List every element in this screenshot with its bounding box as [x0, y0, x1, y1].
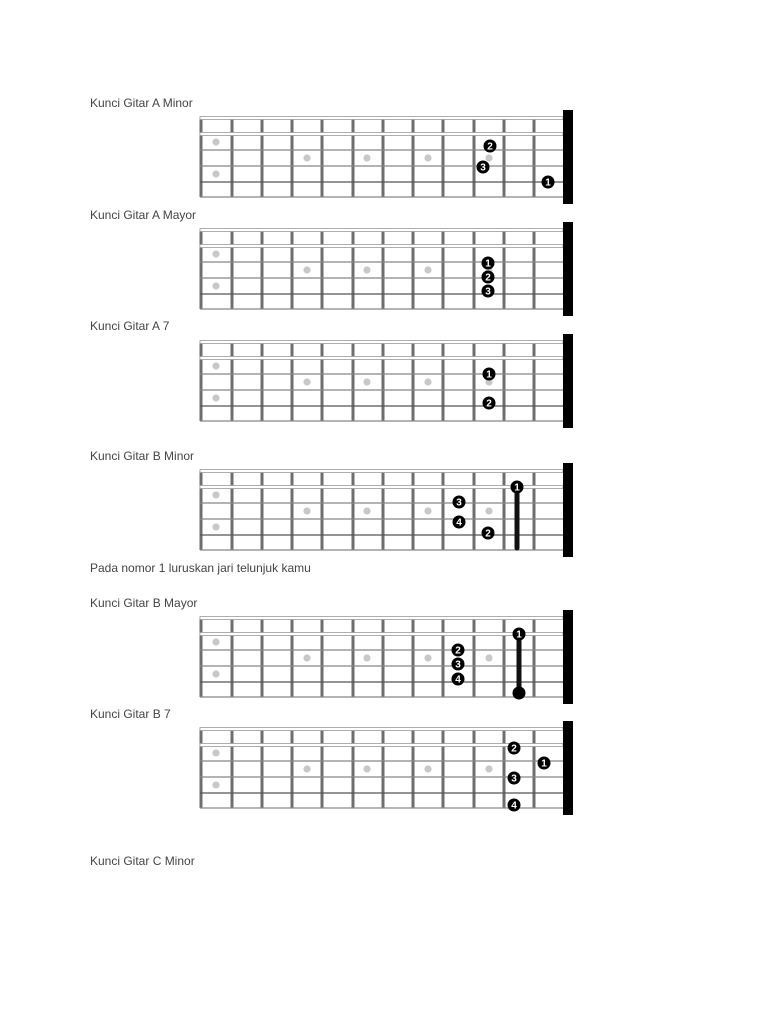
- finger-dot-2: [483, 397, 496, 410]
- inlay-dot: [303, 765, 310, 772]
- fretboard-a-minor: [200, 110, 574, 204]
- svg-text:4: 4: [456, 517, 462, 529]
- finger-dot-1: [482, 257, 495, 270]
- finger-dot-1: [511, 481, 524, 494]
- fret-line: [442, 118, 445, 197]
- fret-line: [473, 729, 476, 808]
- fret-line: [412, 471, 415, 550]
- svg-text:3: 3: [455, 659, 461, 671]
- fret-line: [503, 471, 506, 550]
- finger-dot-1: [542, 176, 555, 189]
- fret-line: [231, 118, 234, 197]
- fretboard-b-mayor: [200, 610, 574, 704]
- inlay-dot: [212, 670, 219, 677]
- inlay-dot: [212, 491, 219, 498]
- fret-line: [412, 342, 415, 421]
- fret-line: [503, 618, 506, 697]
- finger-dot-2: [508, 742, 521, 755]
- fret-line: [321, 618, 324, 697]
- svg-text:3: 3: [480, 162, 486, 174]
- inlay-dot: [212, 394, 219, 401]
- fret-line: [261, 471, 264, 550]
- finger-dot-3: [482, 285, 495, 298]
- inlay-dot: [363, 266, 370, 273]
- fret-line: [261, 230, 264, 309]
- fret-line: [200, 118, 203, 197]
- nut: [563, 721, 573, 815]
- finger-dot-3: [452, 658, 465, 671]
- fret-line: [533, 230, 536, 309]
- svg-text:2: 2: [485, 528, 491, 540]
- inlay-dot: [212, 282, 219, 289]
- fret-line: [473, 230, 476, 309]
- fret-line: [352, 471, 355, 550]
- fret-line: [291, 729, 294, 808]
- fret-line: [291, 618, 294, 697]
- fret-line: [200, 342, 203, 421]
- finger-dot-2: [452, 644, 465, 657]
- barre-note: Pada nomor 1 luruskan jari telunjuk kamu: [90, 561, 311, 575]
- chord-title-a-minor: Kunci Gitar A Minor: [90, 96, 193, 110]
- finger-dot-4: [452, 673, 465, 686]
- fret-line: [231, 471, 234, 550]
- finger-dot-3: [508, 772, 521, 785]
- fret-line: [352, 118, 355, 197]
- finger-dot-1: [483, 368, 496, 381]
- inlay-dot: [303, 154, 310, 161]
- fret-line: [442, 729, 445, 808]
- inlay-dot: [424, 765, 431, 772]
- svg-text:2: 2: [511, 743, 517, 755]
- fret-line: [291, 471, 294, 550]
- fret-line: [533, 729, 536, 808]
- fret-line: [412, 118, 415, 197]
- fret-line: [352, 618, 355, 697]
- fret-line: [352, 230, 355, 309]
- chord-title-b-mayor: Kunci Gitar B Mayor: [90, 596, 198, 610]
- fret-line: [473, 118, 476, 197]
- fret-line: [321, 118, 324, 197]
- inlay-dot: [485, 507, 492, 514]
- fret-line: [231, 729, 234, 808]
- fret-line: [321, 230, 324, 309]
- svg-text:2: 2: [487, 141, 493, 153]
- string-line: [200, 633, 563, 636]
- barre-end-dot: [513, 687, 526, 700]
- inlay-dot: [485, 765, 492, 772]
- finger-dot-4: [453, 516, 466, 529]
- inlay-dot: [303, 654, 310, 661]
- inlay-dot: [212, 781, 219, 788]
- fret-line: [231, 342, 234, 421]
- fret-line: [442, 230, 445, 309]
- fret-line: [533, 618, 536, 697]
- inlay-dot: [424, 154, 431, 161]
- chord-title-b-7: Kunci Gitar B 7: [90, 707, 171, 721]
- svg-text:1: 1: [516, 629, 522, 641]
- fret-line: [291, 118, 294, 197]
- string-line: [200, 245, 563, 248]
- fret-line: [200, 729, 203, 808]
- fret-line: [200, 618, 203, 697]
- finger-dot-1: [513, 628, 526, 641]
- fret-line: [382, 471, 385, 550]
- inlay-dot: [363, 154, 370, 161]
- chord-title-a-mayor: Kunci Gitar A Mayor: [90, 208, 197, 222]
- svg-text:1: 1: [514, 482, 520, 494]
- fretboard-b-minor: [200, 463, 574, 557]
- fret-line: [382, 618, 385, 697]
- inlay-dot: [424, 507, 431, 514]
- svg-text:2: 2: [486, 398, 492, 410]
- finger-dot-2: [482, 271, 495, 284]
- string-line: [200, 617, 563, 620]
- inlay-dot: [363, 507, 370, 514]
- string-line: [200, 117, 563, 120]
- inlay-dot: [212, 138, 219, 145]
- fret-line: [321, 729, 324, 808]
- svg-text:2: 2: [455, 645, 461, 657]
- fret-line: [321, 471, 324, 550]
- inlay-dot: [424, 266, 431, 273]
- inlay-dot: [303, 507, 310, 514]
- fret-line: [200, 230, 203, 309]
- fret-line: [473, 342, 476, 421]
- finger-dot-3: [477, 161, 490, 174]
- inlay-dot: [424, 378, 431, 385]
- fret-line: [412, 729, 415, 808]
- finger-dot-3: [453, 496, 466, 509]
- string-line: [200, 133, 563, 136]
- nut: [563, 463, 573, 557]
- string-line: [200, 728, 563, 731]
- fret-line: [200, 471, 203, 550]
- fret-line: [503, 342, 506, 421]
- chord-title-b-minor: Kunci Gitar B Minor: [90, 449, 195, 463]
- finger-dot-4: [508, 799, 521, 812]
- string-line: [200, 229, 563, 232]
- inlay-dot: [485, 654, 492, 661]
- nut: [563, 334, 573, 428]
- fret-line: [442, 471, 445, 550]
- fret-line: [533, 342, 536, 421]
- chord-title-a-7: Kunci Gitar A 7: [90, 319, 170, 333]
- inlay-dot: [363, 378, 370, 385]
- inlay-dot: [212, 523, 219, 530]
- fret-line: [503, 118, 506, 197]
- string-line: [200, 357, 563, 360]
- fret-line: [291, 342, 294, 421]
- svg-text:1: 1: [486, 369, 492, 381]
- fret-line: [503, 729, 506, 808]
- fret-line: [291, 230, 294, 309]
- string-line: [200, 470, 563, 473]
- svg-text:1: 1: [541, 758, 547, 770]
- finger-dot-2: [484, 140, 497, 153]
- fret-line: [352, 729, 355, 808]
- inlay-dot: [212, 250, 219, 257]
- fretboard-b-7: [200, 721, 574, 815]
- inlay-dot: [424, 654, 431, 661]
- fret-line: [503, 230, 506, 309]
- inlay-dot: [363, 765, 370, 772]
- fret-line: [261, 342, 264, 421]
- string-line: [200, 486, 563, 489]
- fret-line: [261, 729, 264, 808]
- nut: [563, 110, 573, 204]
- svg-text:3: 3: [485, 286, 491, 298]
- nut: [563, 222, 573, 316]
- inlay-dot: [303, 378, 310, 385]
- nut: [563, 610, 573, 704]
- svg-text:1: 1: [545, 177, 551, 189]
- inlay-dot: [212, 749, 219, 756]
- svg-text:1: 1: [485, 258, 491, 270]
- fret-line: [533, 471, 536, 550]
- string-line: [200, 341, 563, 344]
- fret-line: [412, 230, 415, 309]
- fret-line: [442, 342, 445, 421]
- inlay-dot: [212, 170, 219, 177]
- fret-line: [533, 118, 536, 197]
- inlay-dot: [303, 266, 310, 273]
- fret-line: [382, 230, 385, 309]
- fret-line: [382, 118, 385, 197]
- fret-line: [382, 729, 385, 808]
- fret-line: [321, 342, 324, 421]
- fret-line: [473, 471, 476, 550]
- finger-dot-2: [482, 527, 495, 540]
- chord-title-c-minor: Kunci Gitar C Minor: [90, 854, 195, 868]
- inlay-dot: [212, 638, 219, 645]
- fret-line: [382, 342, 385, 421]
- fret-line: [412, 618, 415, 697]
- fret-line: [231, 618, 234, 697]
- fretboard-a-mayor: [200, 222, 574, 316]
- fret-line: [261, 618, 264, 697]
- fret-line: [231, 230, 234, 309]
- fret-line: [473, 618, 476, 697]
- inlay-dot: [363, 654, 370, 661]
- svg-text:4: 4: [455, 674, 461, 686]
- inlay-dot: [485, 154, 492, 161]
- svg-text:2: 2: [485, 272, 491, 284]
- fretboard-a-7: [200, 334, 574, 428]
- svg-text:4: 4: [511, 800, 517, 812]
- fret-line: [442, 618, 445, 697]
- fret-line: [352, 342, 355, 421]
- fret-line: [261, 118, 264, 197]
- svg-text:3: 3: [511, 773, 517, 785]
- finger-dot-1: [538, 757, 551, 770]
- svg-text:3: 3: [456, 497, 462, 509]
- inlay-dot: [212, 362, 219, 369]
